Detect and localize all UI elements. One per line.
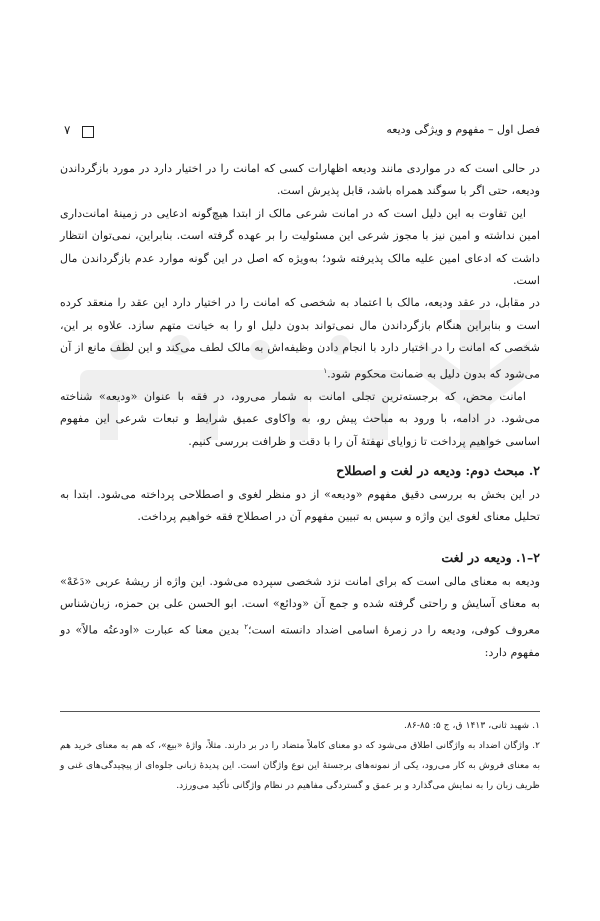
paragraph-text: ودیعه به معنای مالی است که برای امانت نزد شخصی سپرده می‌شود. این واژه از ریشهٔ عربی «دَعَهْ» به معنای آسایش و راحتی گرفته شده و جمع آن «ودائع» است. ابو الحسن علی بن حمزه، زبان‌شناس معروف کوفی، ودیعه را در زمرهٔ اسامی اضداد دانسته است؛ xyxy=(60,575,540,637)
section-text xyxy=(60,484,540,529)
paragraph: امانت محض، که برجسته‌ترین تجلی امانت به شمار می‌رود، در فقه با عنوان «ودیعه» شناخته می‌شود. در ادامه، با ورود به مباحث پیش رو، به واکاوی عمیق شرایط و تبعات شرعی این مفهوم اساسی خواهیم پرداخت تا زوایای نهفتهٔ آن را با دقت و ظرافت بررسی کنیم. xyxy=(60,389,540,448)
section-heading: ۲. مبحث دوم: ودیعه در لغت و اصطلاح xyxy=(336,463,540,478)
footnote: ۱. شهید ثانی، ۱۴۱۳ ق، ج ۵: ۸۵-۸۶. xyxy=(404,720,540,731)
footnote-ref: ۱ xyxy=(323,366,328,375)
footnote-divider xyxy=(60,711,540,712)
footnotes xyxy=(60,716,540,796)
footnote: ۲. واژگان اضداد به واژگانی اطلاق می‌شود که دو معنای کاملاً متضاد را در بر دارند. مثلاً، واژهٔ «بیع»، که هم به معنای خرید هم به معنای فروش به کار می‌رود، یکی از نمونه‌های برجستهٔ این نوع واژگان است. این پدیدهٔ زبانی جلوه‌ای از پیچیدگی‌های غنی و ظریف زبان را به نمایش می‌گذارد و بر عمق و گستردگی مفاهیم در نظام واژگانی تأکید می‌ورزد. xyxy=(60,740,540,791)
paragraph-text: در مقابل، در عقد ودیعه، مالک با اعتماد به شخصی که امانت را در اختیار دارد این عقد را منعقد کرده است و بنابراین هنگام بازگرداندن مال نمی‌تواند بدون دلیل او را به خیانت متهم سازد. علاوه بر این، شخصی که امانت را در اختیار دارد با انجام دادن وظیفه‌اش به مالک لطف می‌کند و این لطف مانع از آن می‌شود که بدون دلیل به ضمانت محکوم شود. xyxy=(60,296,540,381)
intro-text xyxy=(60,158,540,453)
paragraph: در حالی است که در مواردی مانند ودیعه اظهارات کسی که امانت را در اختیار دارد در مورد بازگرداندن ودیعه، حتی اگر با سوگند همراه باشد، قابل پذیرش است. xyxy=(60,162,540,198)
square-icon xyxy=(82,126,94,138)
paragraph-text: بدین معنا که عبارت «اودعتُه مالاً» دو مفهوم دارد: xyxy=(60,623,540,659)
footnote-ref: ۲ xyxy=(244,622,249,631)
paragraph: در این بخش به بررسی دقیق مفهوم «ودیعه» از دو منظر لغوی و اصطلاحی پرداخته می‌شود. ابتدا به تحلیل معنای لغوی این واژه و سپس به تبیین مفهوم آن در اصطلاح فقه خواهیم پرداخت. xyxy=(60,488,540,524)
running-header xyxy=(60,123,540,141)
paragraph: این تفاوت به این دلیل است که در امانت شرعی مالک از ابتدا هیچ‌گونه ادعایی در زمینهٔ امانت‌داری امین نداشته و امین نیز با مجوز شرعی این مسئولیت را بر عهده گرفته است. بنابراین، نمی‌توان انتظار داشت که ادعای امین علیه مالک پذیرفته شود؛ به‌ویژه که اصل در این گونه موارد عدم بازگرداندن مال است. xyxy=(60,206,540,288)
paragraph xyxy=(60,571,540,664)
chapter-title: فصل اول – مفهوم و ویژگی ودیعه xyxy=(386,123,540,136)
subsection-heading: ۲–۱. ودیعه در لغت xyxy=(441,550,540,565)
paragraph xyxy=(60,292,540,385)
page-number: ۷ xyxy=(64,123,71,137)
subsection-text xyxy=(60,571,540,664)
